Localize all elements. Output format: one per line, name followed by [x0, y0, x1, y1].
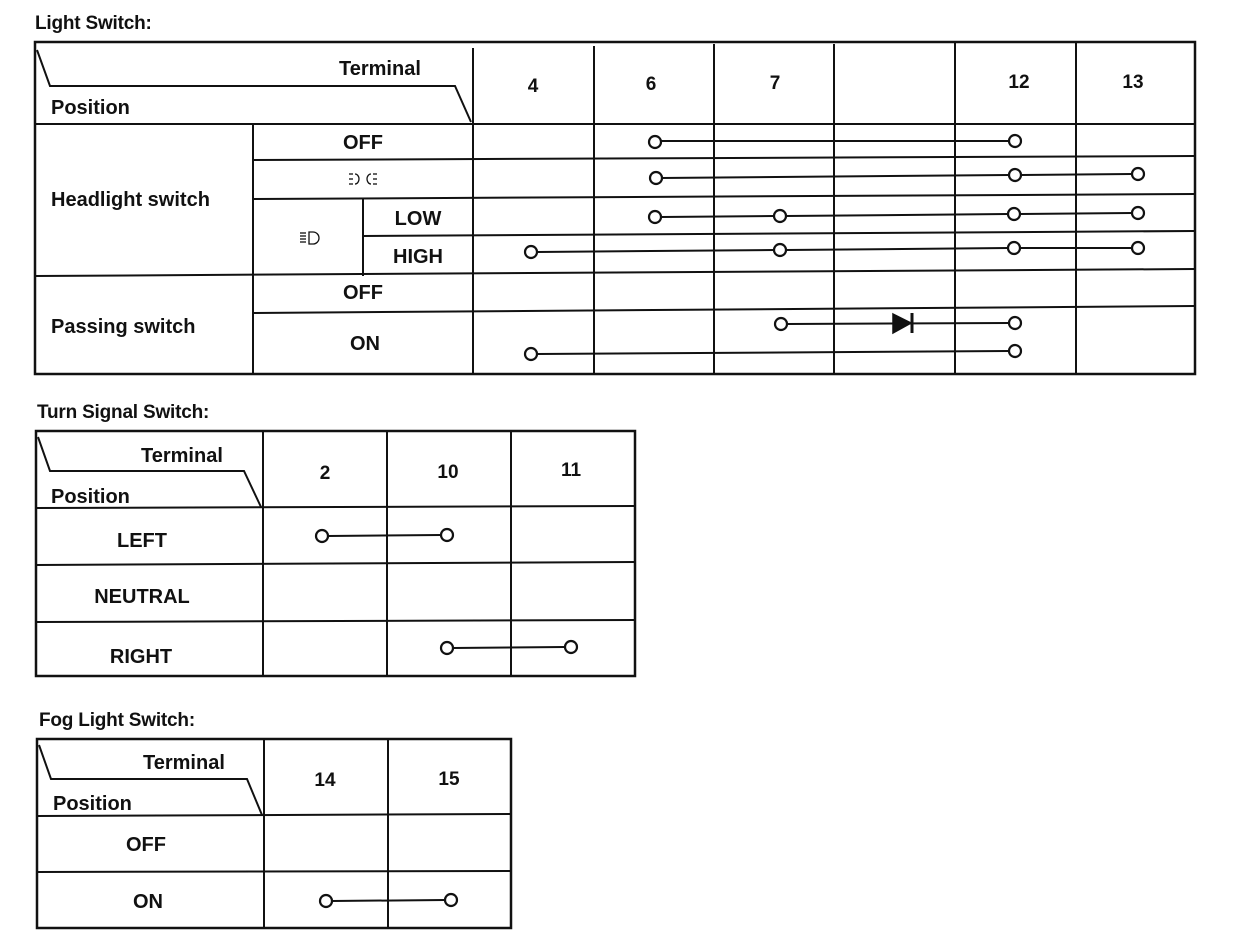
parking-light-icon [349, 174, 377, 184]
terminal-number: 13 [1122, 72, 1144, 93]
terminal-number: 11 [560, 460, 582, 481]
terminal-dot [649, 136, 661, 148]
headlight-icon [300, 232, 319, 244]
terminal-dot [316, 530, 328, 542]
position-label: OFF [343, 132, 383, 154]
terminal-dot [649, 211, 661, 223]
terminal-dot [565, 641, 577, 653]
terminal-number: 4 [527, 76, 539, 97]
position-label: HIGH [393, 246, 443, 268]
terminal-dot [441, 642, 453, 654]
position-header-label: Position [51, 486, 130, 508]
terminal-number: 14 [314, 770, 336, 791]
position-label: ON [133, 891, 163, 913]
terminal-header-label: Terminal [141, 445, 223, 467]
terminal-number: 15 [438, 769, 460, 790]
terminal-number: 7 [769, 73, 781, 94]
fog-light-table [37, 739, 511, 928]
position-label: ON [350, 333, 380, 355]
terminal-dot [441, 529, 453, 541]
terminal-dot [525, 348, 537, 360]
terminal-dot [525, 246, 537, 258]
terminal-header-label: Terminal [143, 752, 225, 774]
terminal-number: 12 [1008, 72, 1030, 93]
light-switch-title: Light Switch: [35, 13, 152, 34]
terminal-dot [1009, 345, 1021, 357]
position-label: NEUTRAL [94, 586, 190, 608]
terminal-dot [1009, 135, 1021, 147]
terminal-dot [1008, 242, 1020, 254]
terminal-dot [1009, 169, 1021, 181]
fog-light-switch-title: Fog Light Switch: [39, 710, 195, 731]
terminal-dot [774, 210, 786, 222]
position-header-label: Position [53, 793, 132, 815]
terminal-dot [774, 244, 786, 256]
terminal-dot [1009, 317, 1021, 329]
position-label: OFF [126, 834, 166, 856]
passing-switch-label: Passing switch [51, 316, 196, 338]
terminal-dot [320, 895, 332, 907]
position-label: OFF [343, 282, 383, 304]
terminal-dot [1132, 168, 1144, 180]
terminal-number: 10 [437, 462, 459, 483]
position-header-label: Position [51, 97, 130, 119]
terminal-dot [445, 894, 457, 906]
terminal-number: 2 [319, 463, 331, 484]
terminal-header-label: Terminal [339, 58, 421, 80]
diode-icon [893, 313, 912, 333]
turn-signal-table [36, 431, 635, 676]
headlight-switch-label: Headlight switch [51, 189, 210, 211]
terminal-dot [1132, 207, 1144, 219]
position-label: LOW [394, 208, 442, 230]
position-label: RIGHT [109, 646, 173, 668]
turn-signal-switch-title: Turn Signal Switch: [37, 402, 210, 423]
terminal-dot [775, 318, 787, 330]
terminal-number: 6 [645, 74, 657, 95]
position-label: LEFT [117, 530, 167, 552]
terminal-dot [1132, 242, 1144, 254]
terminal-dot [650, 172, 662, 184]
terminal-dot [1008, 208, 1020, 220]
